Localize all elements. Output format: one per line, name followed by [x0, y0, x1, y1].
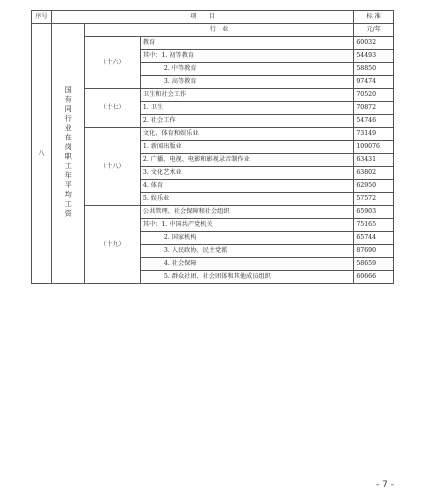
row-value: 62950 — [354, 180, 394, 193]
row-label: 4. 社会保障 — [140, 258, 353, 271]
row-value: 63802 — [354, 167, 394, 180]
industry-subheader: 行 业 — [84, 24, 354, 37]
row-value: 65903 — [354, 206, 394, 219]
group-code: （十八） — [84, 128, 140, 206]
row-label: 教育 — [140, 37, 353, 50]
row-value: 109076 — [354, 141, 394, 154]
row-value: 60032 — [354, 37, 394, 50]
row-value: 54746 — [354, 115, 394, 128]
row-label: 其中：1. 中国共产党机关 — [140, 219, 353, 232]
row-label: 2. 中等教育 — [140, 63, 353, 76]
row-label: 卫生和社会工作 — [140, 89, 353, 102]
row-value: 97474 — [354, 76, 394, 89]
row-label: 公共管理、社会保障和社会组织 — [140, 206, 353, 219]
row-label: 5. 群众社团、社会团体和其他成员组织 — [140, 271, 353, 284]
row-label: 其中：1. 初等教育 — [140, 50, 353, 63]
group-code: （十九） — [84, 206, 140, 284]
row-value: 75165 — [354, 219, 394, 232]
group-code: （十七） — [84, 89, 140, 128]
row-value: 58850 — [354, 63, 394, 76]
row-label: 3. 人民政协、民主党派 — [140, 245, 353, 258]
row-value: 58659 — [354, 258, 394, 271]
row-value: 65744 — [354, 232, 394, 245]
standard-header: 标 准 — [354, 11, 394, 24]
row-value: 87690 — [354, 245, 394, 258]
row-value: 73149 — [354, 128, 394, 141]
row-label: 文化、体育和娱乐业 — [140, 128, 353, 141]
row-value: 57572 — [354, 193, 394, 206]
row-value: 70872 — [354, 102, 394, 115]
page-number: - 7 - — [376, 480, 394, 490]
item-header: 项 目 — [51, 11, 354, 24]
seq-cell: 八 — [32, 24, 52, 284]
category-cell — [51, 24, 84, 284]
seq-header: 序号 — [32, 11, 52, 24]
group-code: （十六） — [84, 37, 140, 89]
row-value: 54493 — [354, 50, 394, 63]
row-label: 1. 卫生 — [140, 102, 353, 115]
row-label: 3. 文化艺术业 — [140, 167, 353, 180]
row-label: 5. 娱乐业 — [140, 193, 353, 206]
row-value: 63431 — [354, 154, 394, 167]
unit-subheader: 元/年 — [354, 24, 394, 37]
row-label: 2. 国家机构 — [140, 232, 353, 245]
row-value: 70520 — [354, 89, 394, 102]
wage-standard-table — [31, 10, 394, 284]
row-value: 60666 — [354, 271, 394, 284]
category-label: 国有同行业在岗职工年平均工资 — [64, 85, 73, 219]
row-label: 4. 体育 — [140, 180, 353, 193]
row-label: 2. 广播、电视、电影和影视录音制作业 — [140, 154, 353, 167]
row-label: 2. 社会工作 — [140, 115, 353, 128]
row-label: 3. 高等教育 — [140, 76, 353, 89]
row-label: 1. 新闻出版业 — [140, 141, 353, 154]
